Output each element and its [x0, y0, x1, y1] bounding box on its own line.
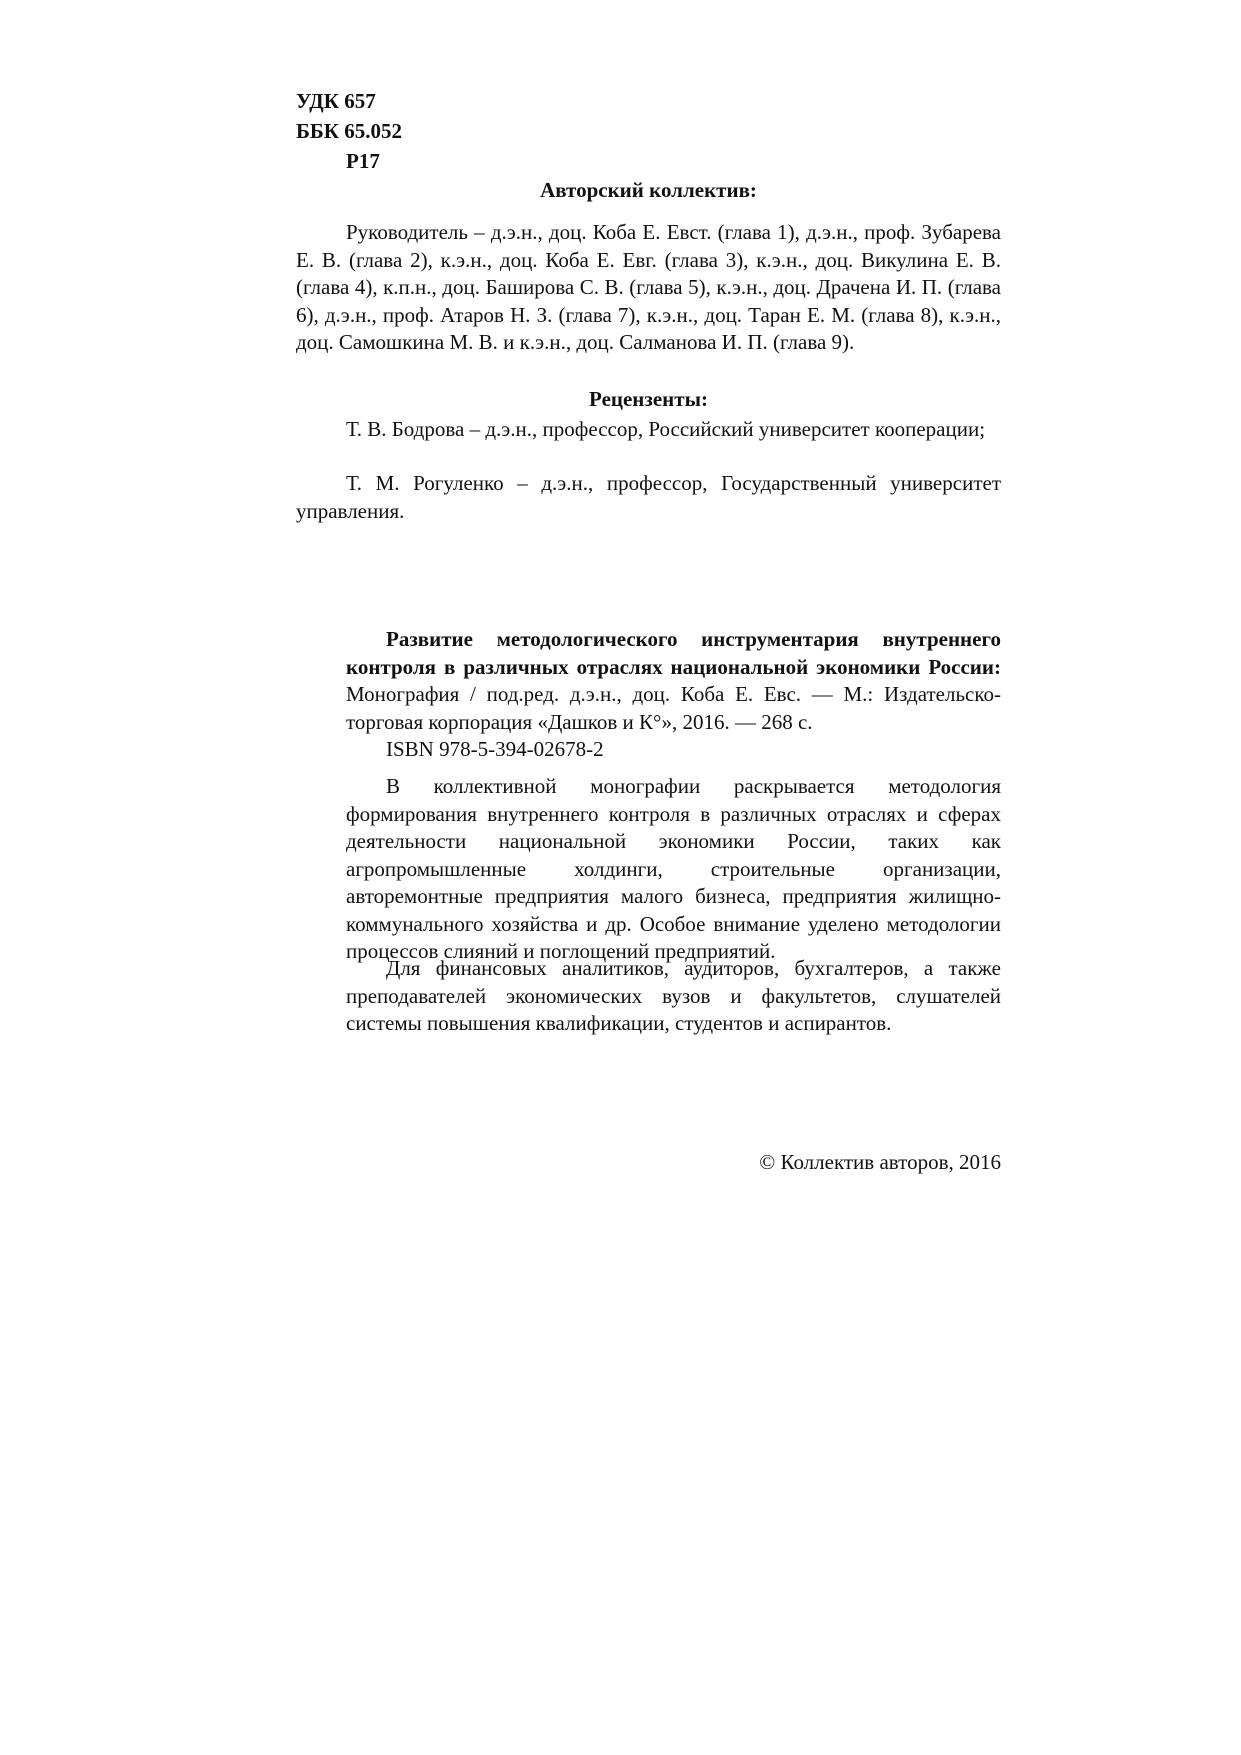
- annotation: В коллективной монографии раскрывается методология формирования внутреннего контроля в различных отраслях и сферах деятельности национальной экономики России, таких как агропромышленные холдинги, строительные организации, авторемонтные предприятия малого бизнеса, предприятия жилищно-коммунального хозяйства и др. Особое внимание уделено методологии процессов слияний и поглощений предприятий.: [346, 774, 1001, 963]
- target-audience: Для финансовых аналитиков, аудиторов, бухгалтеров, а также преподавателей экономических вузов и факультетов, слушателей системы повышения квалификации, студентов и аспирантов.: [346, 956, 1001, 1035]
- author-sign: Р17: [346, 149, 380, 173]
- reviewers-heading: Рецензенты:: [589, 387, 708, 411]
- bibliographic-record: [346, 626, 1001, 736]
- classification-codes: [296, 86, 402, 176]
- bbk-code: ББК 65.052: [296, 119, 402, 143]
- publication-details: Монография / под.ред. д.э.н., доц. Коба Е. Евс. — М.: Издательско-торговая корпорация «Дашков и К°», 2016. — 268 с.: [346, 682, 1001, 734]
- isbn: ISBN 978-5-394-02678-2: [386, 737, 604, 761]
- udk-code: УДК 657: [296, 89, 376, 113]
- copyright-notice: © Коллектив авторов, 2016: [759, 1150, 1001, 1174]
- authors-list: Руководитель – д.э.н., доц. Коба Е. Евст. (глава 1), д.э.н., проф. Зубарева Е. В. (глава 2), к.э.н., доц. Коба Е. Евг. (глава 3), к.э.н., доц. Викулина Е. В. (глава 4), к.п.н., доц. Баширова С. В. (глава 5), к.э.н., доц. Драчена И. П. (глава 6), д.э.н., проф. Атаров Н. З. (глава 7), к.э.н., доц. Таран Е. М. (глава 8), к.э.н., доц. Самошкина М. В. и к.э.н., доц. Салманова И. П. (глава 9).: [296, 220, 1001, 354]
- book-title: Развитие методологического инструментария внутреннего контроля в различных отраслях национальной экономики России:: [346, 627, 1001, 679]
- authors-heading: Авторский коллектив:: [540, 178, 757, 202]
- reviewer-item: Т. В. Бодрова – д.э.н., профессор, Российский университет кооперации;: [346, 417, 986, 441]
- reviewer-item: Т. М. Рогуленко – д.э.н., профессор, Государственный университет управления.: [296, 471, 1001, 523]
